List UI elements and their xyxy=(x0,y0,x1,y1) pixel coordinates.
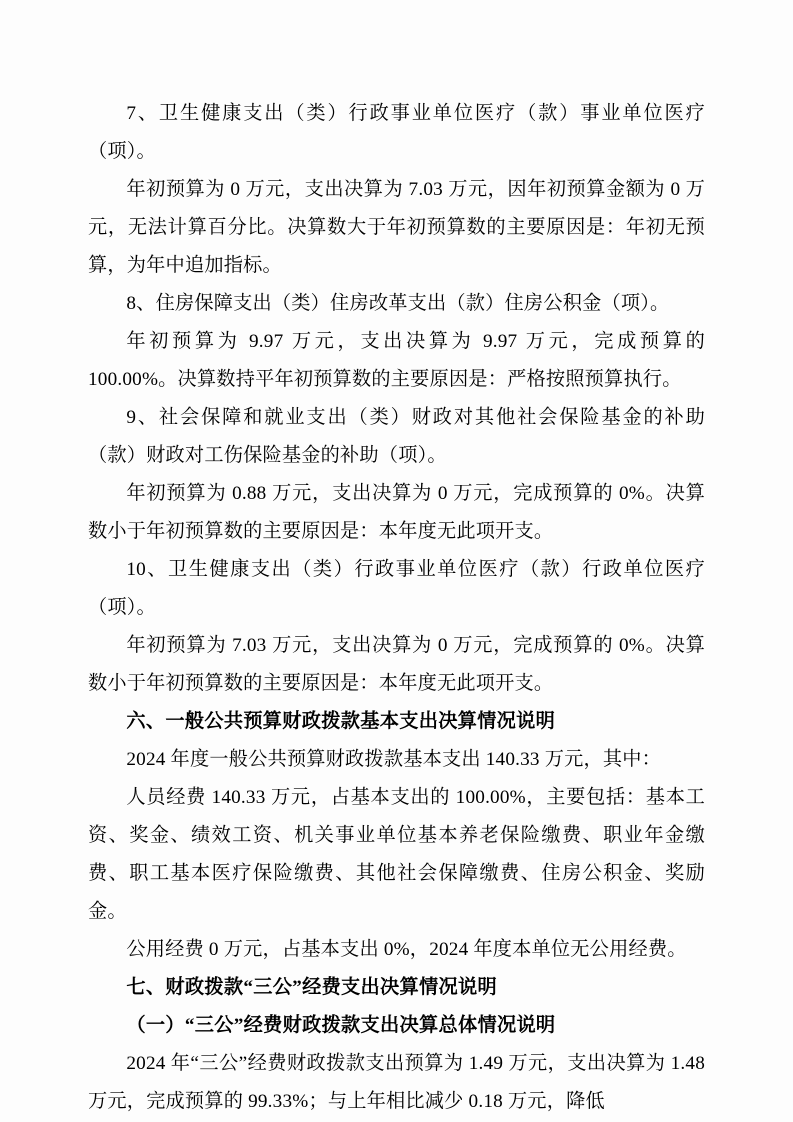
paragraph-item-7-detail: 年初预算为 0 万元，支出决算为 7.03 万元，因年初预算金额为 0 万元，无法计算百分比。决算数大于年初预算数的主要原因是：年初无预算，为年中追加指标。 xyxy=(88,179,705,276)
paragraph-section-six-p2: 人员经费 140.33 万元，占基本支出的 100.00%，主要包括：基本工资、奖金、绩效工资、机关事业单位基本养老保险缴费、职业年金缴费、职工基本医疗保险缴费、其他社会保障缴费、住房公积金、奖励金。 xyxy=(88,787,705,922)
heading-section-seven: 七、财政拨款“三公”经费支出决算情况说明 xyxy=(126,977,497,998)
paragraph-item-7-title: 7、卫生健康支出（类）行政事业单位医疗（款）事业单位医疗（项）。 xyxy=(88,103,705,162)
heading-section-seven-sub: （一）“三公”经费财政拨款支出决算总体情况说明 xyxy=(126,1015,556,1036)
paragraph-item-8-detail: 年初预算为 9.97 万元，支出决算为 9.97 万元，完成预算的 100.00%。决算数持平年初预算数的主要原因是：严格按照预算执行。 xyxy=(88,331,705,390)
paragraph-item-10-title: 10、卫生健康支出（类）行政事业单位医疗（款）行政单位医疗（项）。 xyxy=(88,559,705,618)
heading-section-six: 六、一般公共预算财政拨款基本支出决算情况说明 xyxy=(126,711,556,732)
paragraph-item-9-title: 9、社会保障和就业支出（类）财政对其他社会保险基金的补助（款）财政对工伤保险基金的补助（项）。 xyxy=(88,407,705,466)
paragraph-item-10-detail: 年初预算为 7.03 万元，支出决算为 0 万元，完成预算的 0%。决算数小于年初预算数的主要原因是：本年度无此项开支。 xyxy=(88,635,705,694)
paragraph-item-8-title: 8、住房保障支出（类）住房改革支出（款）住房公积金（项）。 xyxy=(126,293,670,314)
paragraph-item-9-detail: 年初预算为 0.88 万元，支出决算为 0 万元，完成预算的 0%。决算数小于年初预算数的主要原因是：本年度无此项开支。 xyxy=(88,483,705,542)
document-body xyxy=(88,95,705,1121)
paragraph-section-six-p3: 公用经费 0 万元，占基本支出 0%，2024 年度本单位无公用经费。 xyxy=(126,939,687,960)
paragraph-section-seven-p1: 2024 年“三公”经费财政拨款支出预算为 1.49 万元，支出决算为 1.48 万元，完成预算的 99.33%；与上年相比减少 0.18 万元，降低 xyxy=(88,1053,705,1112)
paragraph-section-six-p1: 2024 年度一般公共预算财政拨款基本支出 140.33 万元，其中： xyxy=(126,749,662,770)
